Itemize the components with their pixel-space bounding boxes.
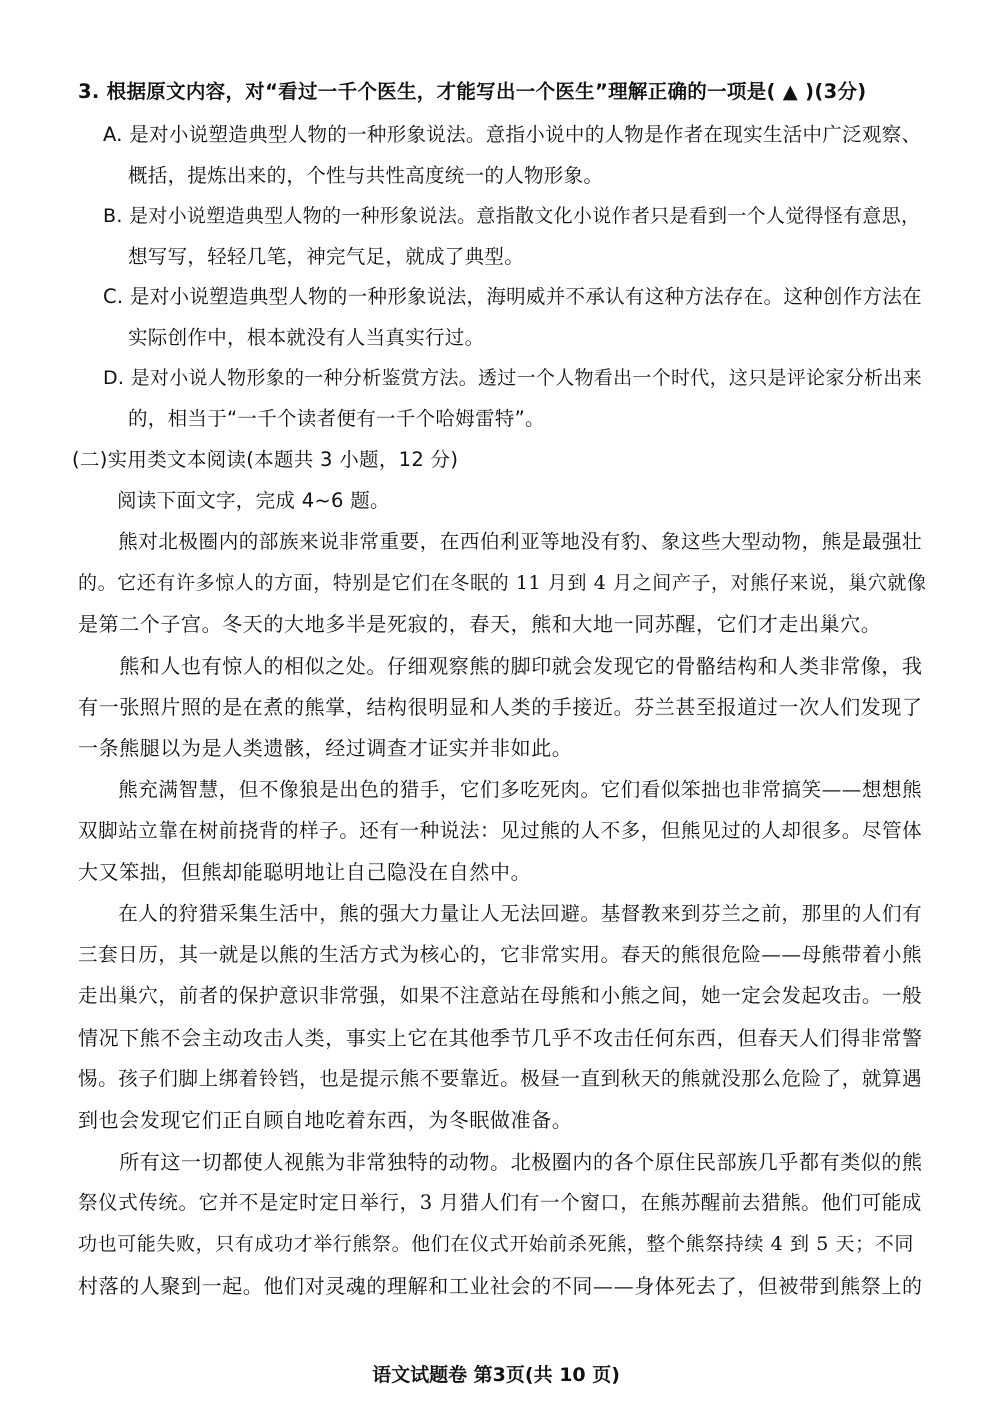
section-title: (二)实用类文本阅读(本题共 3 小题，12 分) — [72, 448, 459, 471]
passage-line: 双脚站立靠在树前挠背的样子。还有一种说法：见过熊的人不多，但熊见过的人却很多。尽管体 — [78, 819, 923, 842]
option-c-line1: C. 是对小说塑造典型人物的一种形象说法，海明威并不承认有这种方法存在。这种创作方法在 — [103, 285, 922, 308]
passage-line: 村落的人聚到一起。他们对灵魂的理解和工业社会的不同——身体死去了，但被带到熊祭上的 — [78, 1274, 923, 1298]
option-b-line1: B. 是对小说塑造典型人物的一种形象说法。意指散文化小说作者只是看到一个人觉得怪有意思， — [103, 205, 921, 227]
passage-line: 祭仪式传统。它并不是定时定日举行，3 月猎人们有一个窗口，在熊苏醒前去猎熊。他们可能成 — [78, 1191, 922, 1214]
passage-line: 所有这一切都使人视熊为非常独特的动物。北极圈内的各个原住民部族几乎都有类似的熊 — [78, 1150, 923, 1174]
passage-line: 熊对北极圈内的部族来说非常重要，在西伯利亚等地没有豹、象这些大型动物，熊是最强壮 — [78, 530, 923, 553]
passage-line: 功也可能失败，只有成功才举行熊祭。他们在仪式开始前杀死熊，整个熊祭持续 4 到 5 天；不同 — [78, 1233, 914, 1255]
passage-line: 是第二个子宫。冬天的大地多半是死寂的，春天，熊和大地一同苏醒，它们才走出巢穴。 — [78, 612, 882, 636]
option-c-line2: 实际创作中，根本就没有人当真实行过。 — [128, 326, 485, 349]
page-footer: 语文试题卷 第3页(共 10 页) — [372, 1364, 620, 1386]
passage-line: 一条熊腿以为是人类遗骸，经过调查才证实并非如此。 — [78, 736, 573, 760]
passage-line: 惕。孩子们脚上绑着铃铛，也是提示熊不要靠近。极昼一直到秋天的熊就没那么危险了，就算遇 — [78, 1067, 923, 1090]
passage-line: 在人的狩猎采集生活中，熊的强大力量让人无法回避。基督教来到芬兰之前，那里的人们有 — [78, 902, 923, 925]
passage-line: 到也会发现它们正自顾自地吃着东西，为冬眠做准备。 — [78, 1108, 573, 1132]
question-3-stem: 3. 根据原文内容，对“看过一千个医生，才能写出一个医生”理解正确的一项是( ▲ )(3分) — [78, 80, 867, 103]
passage-line: 大又笨拙，但熊却能聪明地让自己隐没在自然中。 — [78, 860, 532, 884]
option-d-line1: D. 是对小说人物形象的一种分析鉴赏方法。透过一个人物看出一个时代，这只是评论家分析出来 — [103, 367, 922, 389]
option-a-line1: A. 是对小说塑造典型人物的一种形象说法。意指小说中的人物是作者在现实生活中广泛观察、 — [103, 123, 922, 146]
passage-line: 的。它还有许多惊人的方面，特别是它们在冬眠的 11 月到 4 月之间产子，对熊仔来说，巢穴就像 — [78, 572, 927, 594]
passage-line: 情况下熊不会主动攻击人类，事实上它在其他季节几乎不攻击任何东西，但春天人们得非常警 — [78, 1026, 923, 1050]
section-instruction: 阅读下面文字，完成 4~6 题。 — [117, 489, 390, 512]
passage-line: 走出巢穴，前者的保护意识非常强，如果不注意站在母熊和小熊之间，她一定会发起攻击。一般 — [78, 984, 923, 1007]
passage-line: 熊和人也有惊人的相似之处。仔细观察熊的脚印就会发现它的骨骼结构和人类非常像，我 — [78, 654, 923, 678]
passage-line: 三套日历，其一就是以熊的生活方式为核心的，它非常实用。春天的熊很危险——母熊带着小熊 — [78, 943, 923, 966]
option-d-line2: 的，相当于“一千个读者便有一千个哈姆雷特”。 — [128, 407, 545, 430]
option-a-line2: 概括，提炼出来的，个性与共性高度统一的人物形象。 — [128, 164, 604, 187]
passage-line: 有一张照片照的是在煮的熊掌，结构很明显和人类的手接近。芬兰甚至报道过一次人们发现了 — [78, 695, 923, 719]
option-b-line2: 想写写，轻轻几笔，神完气足，就成了典型。 — [128, 245, 525, 268]
passage-line: 熊充满智慧，但不像狼是出色的猎手，它们多吃死肉。它们看似笨拙也非常搞笑——想想熊 — [78, 778, 923, 801]
